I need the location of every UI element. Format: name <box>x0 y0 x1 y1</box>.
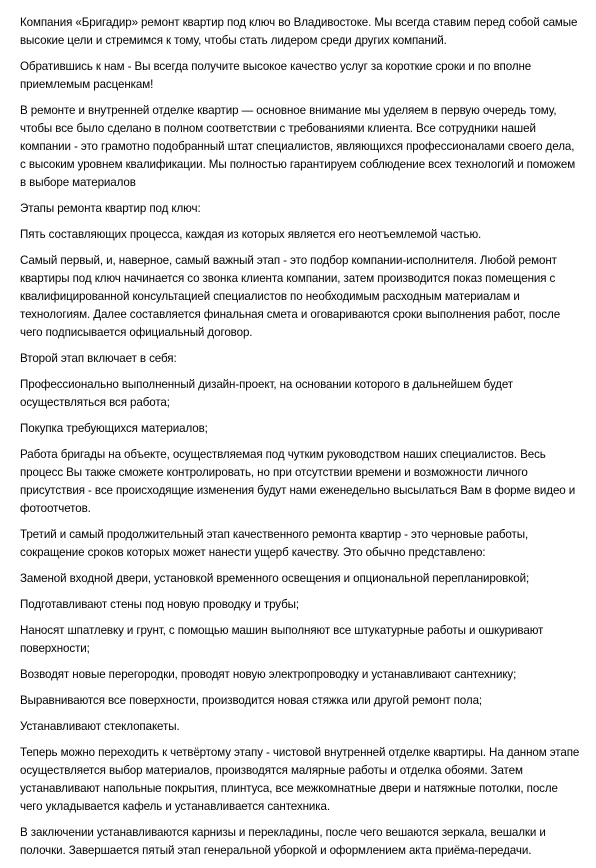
stage-two-item: Работа бригады на объекте, осуществляемая под чутким руководством наших специалистов. Весь процесс Вы также сможете контролировать, но при отсутствии времени и возможности личного присутствия - все происходящие изменения будут нами еженедельно высылаться Вам в форме видео и фотоотчетов. <box>20 448 576 515</box>
stages-heading: Этапы ремонта квартир под ключ: <box>20 202 201 215</box>
stages-intro-paragraph: Пять составляющих процесса, каждая из которых является его неотъемлемой частью. <box>20 228 482 241</box>
stage-three-item: Подготавливают стены под новую проводку и трубы; <box>20 598 300 611</box>
stage-five-paragraph: В заключении устанавливаются карнизы и перекладины, после чего вешаются зеркала, вешалки и полочки. Завершается пятый этап генеральной уборкой и оформлением акта приёма-передачи. <box>20 826 546 857</box>
intro-paragraph: Компания «Бригадир» ремонт квартир под ключ во Владивостоке. Мы всегда ставим перед собой самые высокие цели и стремимся к тому, чтобы стать лидером среди других компаний. <box>20 16 578 47</box>
stage-four-paragraph: Теперь можно переходить к четвёртому этапу - чистовой внутренней отделке квартиры. На данном этапе осуществляется выбор материалов, производятся малярные работы и отделка обоями. Затем устанавливают напольные покрытия, плинтуса, все межкомнатные двери и натяжные потолки, после чего укладывается кафель и устанавливается сантехника. <box>20 746 580 813</box>
stage-three-item: Заменой входной двери, установкой временного освещения и опциональной перепланировкой; <box>20 572 530 585</box>
stage-one-paragraph: Самый первый, и, наверное, самый важный этап - это подбор компании-исполнителя. Любой ремонт квартиры под ключ начинается со звонка клиента компании, затем производится показ помещения с квалифицированной консультацией специалистов по необходимым расходным материалам и технологиям. Далее составляется финальная смета и оговариваются сроки выполнения работ, после чего подписывается официальный договор. <box>20 254 561 339</box>
stage-three-paragraph: Третий и самый продолжительный этап качественного ремонта квартир - это черновые работы, сокращение сроков которых может нанести ущерб качеству. Это обычно представлено: <box>20 528 529 559</box>
approach-paragraph: В ремонте и внутренней отделке квартир — основное внимание мы уделяем в первую очередь тому, чтобы все было сделано в полном соответствии с требованиями клиента. Все сотрудники нашей компании - это грамотно подобранный штат специалистов, являющихся профессионалами своего дела, с высоким уровнем квалификации. Мы полностью гарантируем соблюдение всех технологий и поможем в выборе материалов <box>20 104 576 189</box>
offer-paragraph: Обратившись к нам - Вы всегда получите высокое качество услуг за короткие сроки и по вполне приемлемым расценкам! <box>20 60 532 91</box>
document-body <box>20 14 580 868</box>
stage-two-item: Профессионально выполненный дизайн-проект, на основании которого в дальнейшем будет осуществляться вся работа; <box>20 378 513 409</box>
stage-three-item: Наносят шпатлевку и грунт, с помощью машин выполняют все штукатурные работы и ошкуривают поверхности; <box>20 624 544 655</box>
stage-three-item: Возводят новые перегородки, проводят новую электропроводку и устанавливают сантехнику; <box>20 668 517 681</box>
stage-three-item: Выравниваются все поверхности, производится новая стяжка или другой ремонт пола; <box>20 694 483 707</box>
stage-three-item: Устанавливают стеклопакеты. <box>20 720 180 733</box>
stage-two-item: Покупка требующихся материалов; <box>20 422 208 435</box>
stage-two-heading: Второй этап включает в себя: <box>20 352 177 365</box>
